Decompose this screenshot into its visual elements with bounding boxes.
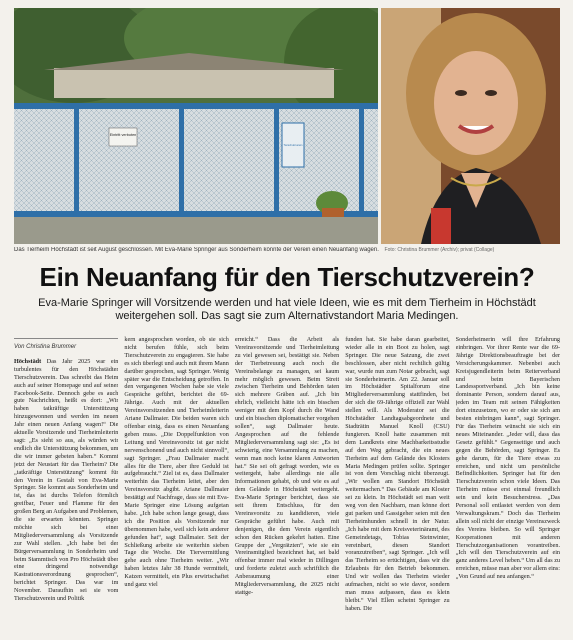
entry-sign (109, 128, 137, 146)
column-2-text: kern angesprochen worden, ob sie sich nicht berufen fühle, sich beim Tierschutzverein zu engagieren. Sie habe es sich überlegt und auch mit ihrem Mann darüber gesprochen, sagt Springer. Wenig später war die Entscheidung getroffen. In den vergangenen Wochen habe sie viele Gespräche geführt, berichtet die 69-Jährige. Auch mit der aktuellen Vereinsvorsitzenden und Tierheimleiterin Ariane Dallmaier. Die beiden waren sich offenbar einig, dass es einen Neuanfang geben muss. „Die Doppelfunktion von Leitung und Vereinsvorsitz ist gar nicht nervenschonend und auch nicht sinnvoll“, sagt Springer. „Frau Dallmaier macht alles für die Tiere, aber ihre Geduld ist aufgebraucht.“ Ziel ist es, dass Dallmaier weiterhin das Tierheim leitet, aber den Vereinsvorsitz abgibt. Ariane Dallmaier bestätigt auf Nachfrage, dass sie mit Eva-Marie Springer eine Lösung aufgetan habe. „Ich habe schon lange gesagt, dass ich die Position als Vorsitzende nur übernommen habe, weil sich kein anderer gefunden hat“, sagt Dallmaier. Seit der Schließung arbeite sie weiterhin sieben Tage die Woche. Die Tiervermittlung gehe auch ohne Tierheim weiter. „Wir haben letztes Jahr 38 Hunde vermittelt, Katzen vermittelt, ein Plus erwirtschaftet und ganz viel (124, 336, 229, 589)
photo-credit: Foto: Christina Brummer (Archiv); privat (Collage) (384, 247, 495, 253)
photo-caption (14, 247, 560, 253)
photo-collage (14, 8, 560, 244)
article-column-1 (14, 336, 118, 636)
article-column-2 (124, 336, 228, 636)
tierheim-photo (14, 8, 378, 244)
column-1-text (14, 358, 118, 603)
article-headline: Ein Neuanfang für den Tierschutzverein? (39, 262, 535, 292)
article-column-5 (456, 336, 560, 636)
column-4-text: funden hat. Sie habe daran gearbeitet, wieder alle in ein Boot zu holen, sagt Springer. Die neue Satzung, die zwei beschlossen, aber nicht rechtlich gültig war, wurde nun zum Notar gebracht, sagt sie Sonderheimerin. Am 22. Januar soll im Höchstädter Spitalforum eine Mitgliederversammlung stattfinden, bei der sich die 69-Jährige offiziell zur Wahl stellen will. Als Moderator sei die Höchstädter Landtagsabgeordnete und Stadträtin Manuel Knoll (CSU) fungieren. Knoll hatte zusammen mit dem Landkreis eine Machbarkeitsstudie auf den Weg gebracht, die ein neues Tierheim auf dem Gelände des Klosters Maria Medingen prüfen sollte. Springer ist von dem Vorschlag nicht überzeugt. „Wir wollen am Standort Höchstädt weitermachen.“ Das Gebäude am Kloster sei zu klein. In Höchstädt sei man weit weg von den Nachbarn, man könne dort gut parken und Gassigeher seien mit den Tierheimhunden schnell in der Natur. „Ich habe mit dem Kreisveterinäramt, des Gemeindetags, Tobias Steinwinter, vereinbart, diesen Standort voranzutreiben“, sagt Springer. „Ich will das Tierheim so ertüchtigen, dass wir die Erlaubnis für den Betrieb bekommen. Und wir wollen das Tierheim wieder aufmachen, nicht so wie davor, sondern man muss aufpassen, dass es klein bleibt.“ Viel Ellen scheint Springer zu haben. Die (345, 336, 450, 612)
association-sign-text: Tierschutzverein (283, 144, 303, 147)
springer-portrait (381, 8, 560, 244)
caption-text: Das Tierheim Höchstädt ist seit August geschlossen. Mit Eva-Marie Springer aus Sonderheim könnte der Verein einen Neuanfang wagen. (14, 247, 379, 253)
tierheim-photo-illustration (14, 8, 378, 244)
article-subheadline: Eva-Marie Springer will Vorsitzende werden und hat viele Ideen, wie es mit dem Tierheim in Höchstädt weitergehen soll. Das sagt sie zum Alternativstandort Maria Medingen. (38, 297, 536, 322)
byline: Von Christina Brummer (14, 338, 118, 352)
portrait-illustration (381, 8, 560, 244)
dateline: Höchstädt (14, 357, 42, 365)
article-body (14, 336, 560, 636)
article-column-3 (235, 336, 339, 636)
column-5-text: Sonderheimerin will ihre Erfahrung einbringen. Vor ihrer Rente war die 69-Jährige Direktionsbeauftragte bei der Versicherungskammer. Nebenbei auch Kreisjugendleiterin beim Reiterverband und beim Bayerischen Landessportverband. „Ich bin keine dominante Person, sondern darauf aus, jeden im Team mit seinen Fähigkeiten dort einzusetzen, wo er oder sie sich am besten einbringen kann“, sagt Springer. Für das Tierheim wünscht sie sich ein neues Miteinander. „Jeder will, dass das Gesetz gefühlt.“ Gegenseitige und auch gegen die Behörden, sagt Springer. Es gehe darum, für die Tiere etwas zu erreichen, und nicht um persönliche Befindlichkeiten. Springer hat für den Tierschutzverein schon viele Ideen. Das Tierheim müsse erst einmal freundlich sein und kein Besucherstress. „Das Personal soll entlastet werden von dem Verwaltungskram.“ Doch das Tierheim allein soll nicht der einzige Vereinszweck des Vereins bleiben. So will Springer Kooperationen mit anderen Tierschutzorganisationen vorantreiben. „Ich will den Tierschutzverein auf ein ganz anderes Level heben.“ Um all das zu erreichen, müsse man aber vor allem eins: „Von Grund auf neu anfangen.“ (455, 336, 561, 581)
entry-sign-text: Eintritt verboten (109, 133, 137, 137)
column-3-text: erreicht.“ Dass die Arbeit als Vereinsvorsitzende und Tierheimleitung zu viel gewesen sei, bestätigt sie. Neben der Tierbetreuung auch noch die Vereinsbelange zu managen, sei kaum mehr möglich gewesen. Beim Streit zwischen Tierheim und Behörden taten sich mehrere Gräben auf. „Ich bin ehrlich, vielleicht hätte ich ein bisschen weniger mit dem Kopf durch die Wand und ein bisschen diplomatischer vorgehen sollen“, sagt Dallmaier heute. Angesprochen auf die fehlende Mitgliederversammlung sagt sie: „Es ist schwierig, eine Versammlung zu machen, wenn man noch keine klaren Antworten hat.“ Sie sei oft gefragt worden, wie es weitergeht, habe allerdings nie alle Informationen gehabt, ob und wie es auf dem Gelände in Höchstädt weitergeht. Eva-Marie Springer berichtet, dass sie seit ihrem Entschluss, für den Vereinsvorsitz zu kandidieren, viele Gespräche geführt habe. Auch mit denjenigen, die dem Verein eigentlich schon den Rücken gekehrt hatten. Eine Gruppe der „Vergrätzten“, wie sie ein Vereinsmitglied bezeichnet hat, sei bald offenbar immer mal wieder in Dillingen und forderte zuletzt auch schriftlich die Anberaumung einer Mitgliederversammlung, die 2025 nicht stattge- (234, 336, 340, 596)
column-1-body: Das Jahr 2025 war ein turbulentes für den Höchstädter Tierschutzverein. Das schreibt das Heim auch auf seiner Homepage und auf seiner Facebook-Seite. Dennoch gebe es auch gute Nachrichten, heißt es dort: „Wir haben tatkräftige Unterstützung hinzugewonnen und werden im neuen Jahr einen neuen Anfang wagen!“ Die aktuelle Vorsitzende und Tierheimleiterin sagt: „Es sieht so aus, als würden wir endlich die Unterstützung bekommen, um die wir immer gebeten haben.“ Kommt jetzt der Neustart für das Tierheim? Die „tatkräftige Unterstützung“ kommt für den Verein in Gestalt von Eva-Marie Springer. Sie kommt aus Sonderheim und ist, das ist durchs Telefon förmlich greifbar, Feuer und Flamme für den großen Berg an Aufgaben und Problemen, die sie erwarten könnten. Springer möchte sich bei einer Mitgliederversammlung als Vorsitzende zur Wahl stellen. „Ich habe bei der Bürgerversammlung in Sonderheim und beim Stammtisch von Pro Höchstädt über eine dringend notwendige Kastrationsverordnung gesprochen“, berichtet Springer. Das war im November. Daraufhin sei sie vom Tierschutzverein und Politik (14, 357, 119, 603)
article-column-4 (345, 336, 449, 636)
